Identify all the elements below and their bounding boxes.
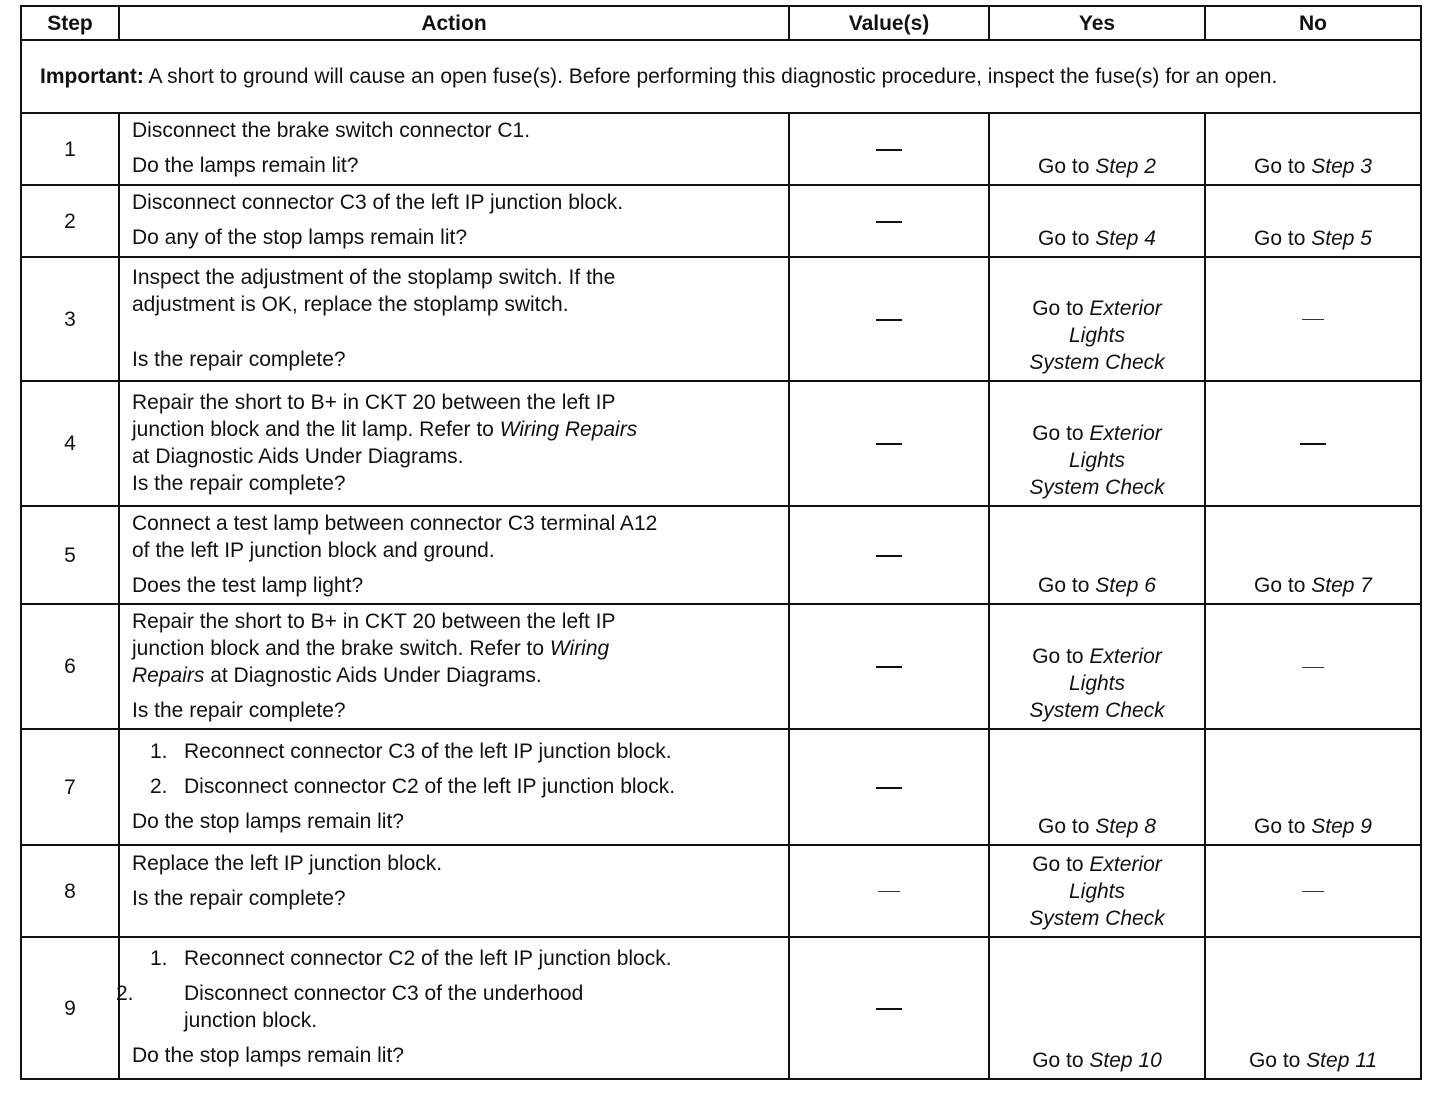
- yes-text: Go to: [1038, 155, 1096, 178]
- yes-step-ref: Step 4: [1095, 227, 1156, 250]
- action-question: Does the test lamp light?: [132, 573, 364, 597]
- yes-ref: Lights: [1068, 879, 1126, 903]
- list-item: [132, 738, 778, 765]
- yes-ref: Exterior: [1089, 422, 1162, 445]
- value-cell: [789, 729, 989, 845]
- action-text: Repair the short to B+ in CKT 20 between the left IP: [132, 609, 616, 633]
- table-row: [21, 937, 1421, 1079]
- action-question: Is the repair complete?: [132, 347, 346, 371]
- value-cell: [789, 381, 989, 506]
- yes-step-ref: Step 8: [1095, 815, 1156, 838]
- list-text: Disconnect connector C3 of the underhood junction block.: [184, 982, 584, 1032]
- yes-cell: [989, 729, 1205, 845]
- diagnostic-table: [20, 5, 1422, 1080]
- yes-cell: [989, 257, 1205, 381]
- yes-step-ref: Step 6: [1095, 574, 1156, 597]
- action-text: of the left IP junction block and ground.: [132, 538, 495, 562]
- value-dash: [876, 221, 902, 223]
- yes-text: Go to: [1032, 852, 1090, 876]
- no-cell: [1205, 937, 1421, 1079]
- action-text: Replace the left IP junction block.: [132, 852, 443, 875]
- yes-cell: [989, 937, 1205, 1079]
- yes-text: Go to: [1032, 422, 1090, 445]
- no-text: Go to: [1248, 1049, 1307, 1072]
- no-step-ref: Step 9: [1311, 815, 1372, 838]
- action-cell: [119, 257, 789, 381]
- no-cell: [1205, 845, 1421, 937]
- no-dash: [1302, 891, 1324, 892]
- no-cell: [1205, 729, 1421, 845]
- yes-ref: System Check: [1029, 699, 1165, 722]
- action-cell: [119, 381, 789, 506]
- action-cell: [119, 604, 789, 729]
- value-cell: [789, 506, 989, 604]
- step-number: 1: [21, 113, 119, 185]
- yes-ref: System Check: [1029, 906, 1165, 930]
- action-text: Inspect the adjustment of the stoplamp switch. If the: [132, 265, 616, 289]
- list-number: 1.: [150, 947, 168, 970]
- value-dash: [876, 149, 902, 151]
- value-dash: [876, 555, 902, 557]
- table-row: [21, 257, 1421, 381]
- action-text: at Diagnostic Aids Under Diagrams.: [204, 663, 542, 687]
- value-dash: [876, 666, 902, 668]
- value-cell: [789, 113, 989, 185]
- list-text: Reconnect connector C2 of the left IP junction block.: [184, 947, 672, 970]
- yes-step-ref: Step 10: [1089, 1049, 1162, 1072]
- yes-cell: [989, 845, 1205, 937]
- value-dash: [876, 787, 902, 789]
- value-cell: [789, 937, 989, 1079]
- no-cell: [1205, 257, 1421, 381]
- list-item: [116, 980, 778, 1034]
- yes-cell: [989, 113, 1205, 185]
- action-cell: [119, 729, 789, 845]
- action-question: Do the stop lamps remain lit?: [132, 809, 404, 833]
- action-ref: Repairs: [132, 663, 205, 687]
- action-cell: [119, 113, 789, 185]
- no-cell: [1205, 506, 1421, 604]
- action-question: Is the repair complete?: [132, 471, 346, 495]
- no-text: Go to: [1254, 227, 1312, 250]
- yes-ref: Exterior: [1089, 852, 1162, 876]
- action-text: at Diagnostic Aids Under Diagrams.: [132, 444, 464, 468]
- value-cell: [789, 845, 989, 937]
- step-number: 2: [21, 185, 119, 257]
- action-question: Is the repair complete?: [132, 698, 346, 722]
- list-text: Reconnect connector C3 of the left IP junction block.: [184, 739, 672, 763]
- no-dash: [1302, 319, 1324, 320]
- yes-cell: [989, 604, 1205, 729]
- action-text: adjustment is OK, replace the stoplamp switch.: [132, 292, 569, 316]
- step-number: 9: [21, 937, 119, 1079]
- action-ref: Wiring: [549, 636, 610, 660]
- action-text: junction block and the lit lamp. Refer to: [132, 417, 500, 441]
- important-label: Important:: [40, 65, 144, 88]
- yes-ref: System Check: [1029, 476, 1165, 499]
- table-row: [21, 381, 1421, 506]
- yes-cell: [989, 185, 1205, 257]
- action-cell: [119, 506, 789, 604]
- action-cell: [116, 937, 789, 1079]
- value-cell: [789, 257, 989, 381]
- list-number: 2.: [150, 774, 168, 798]
- list-item: [132, 773, 778, 800]
- action-text: junction block and the brake switch. Refer to: [132, 636, 550, 660]
- no-step-ref: Step 5: [1311, 227, 1372, 250]
- important-text: A short to ground will cause an open fuse(s). Before performing this diagnostic procedure, inspect the fuse(s) for an open.: [143, 65, 1278, 88]
- action-question: Do the lamps remain lit?: [132, 154, 359, 177]
- value-dash: [878, 891, 900, 892]
- header-no: No: [1205, 6, 1421, 40]
- list-number: 1.: [150, 739, 168, 763]
- list-text: Disconnect connector C2 of the left IP junction block.: [184, 774, 676, 798]
- yes-step-ref: Step 2: [1095, 155, 1156, 178]
- no-step-ref: Step 11: [1306, 1049, 1378, 1072]
- step-number: 6: [21, 604, 119, 729]
- header-row: [21, 6, 1421, 40]
- action-question: Is the repair complete?: [132, 887, 346, 910]
- table-row: [21, 604, 1421, 729]
- value-cell: [789, 604, 989, 729]
- header-yes: Yes: [989, 6, 1205, 40]
- table-row: [21, 506, 1421, 604]
- yes-ref: Lights: [1068, 449, 1126, 472]
- step-number: 7: [21, 729, 119, 845]
- yes-cell: [989, 506, 1205, 604]
- header-values: Value(s): [789, 6, 989, 40]
- yes-text: Go to: [1038, 227, 1096, 250]
- value-dash: [876, 443, 902, 445]
- header-step: Step: [21, 6, 119, 40]
- table-row: [21, 113, 1421, 185]
- action-text: Connect a test lamp between connector C3 terminal A12: [132, 511, 658, 535]
- important-note: [21, 40, 1421, 113]
- no-dash: [1302, 667, 1324, 668]
- yes-text: Go to: [1032, 645, 1090, 668]
- no-cell: [1205, 113, 1421, 185]
- no-text: Go to: [1254, 155, 1312, 178]
- action-question: Do the stop lamps remain lit?: [132, 1044, 404, 1067]
- action-text: Disconnect connector C3 of the left IP junction block.: [132, 191, 624, 214]
- value-dash: [876, 1008, 902, 1010]
- yes-text: Go to: [1032, 297, 1090, 320]
- no-text: Go to: [1254, 815, 1312, 838]
- action-text: Repair the short to B+ in CKT 20 between the left IP: [132, 390, 616, 414]
- yes-text: Go to: [1038, 574, 1096, 597]
- no-cell: [1205, 604, 1421, 729]
- important-row: [21, 40, 1421, 113]
- yes-text: Go to: [1038, 815, 1096, 838]
- action-question: Do any of the stop lamps remain lit?: [132, 226, 467, 249]
- step-number: 5: [21, 506, 119, 604]
- yes-ref: System Check: [1029, 351, 1165, 374]
- header-action: Action: [119, 6, 789, 40]
- action-ref: Wiring Repairs: [499, 417, 638, 441]
- action-cell: [119, 845, 789, 937]
- value-cell: [789, 185, 989, 257]
- no-dash: [1300, 443, 1326, 445]
- yes-ref: Exterior: [1089, 645, 1162, 668]
- no-cell: [1205, 381, 1421, 506]
- value-dash: [876, 319, 902, 321]
- yes-cell: [989, 381, 1205, 506]
- list-number: 2.: [116, 982, 134, 1005]
- step-number: 4: [21, 381, 119, 506]
- action-cell: [119, 185, 789, 257]
- table-row: [21, 185, 1421, 257]
- no-cell: [1205, 185, 1421, 257]
- no-step-ref: Step 7: [1311, 574, 1372, 597]
- step-number: 3: [21, 257, 119, 381]
- table-row: [21, 729, 1421, 845]
- list-item: [132, 945, 778, 972]
- yes-ref: Lights: [1068, 672, 1126, 695]
- yes-text: Go to: [1032, 1049, 1090, 1072]
- action-text: Disconnect the brake switch connector C1.: [132, 119, 531, 142]
- no-step-ref: Step 3: [1311, 155, 1372, 178]
- yes-ref: Exterior: [1089, 297, 1162, 320]
- no-text: Go to: [1254, 574, 1312, 597]
- step-number: 8: [21, 845, 119, 937]
- table-row: [21, 845, 1421, 937]
- yes-ref: Lights: [1068, 324, 1126, 347]
